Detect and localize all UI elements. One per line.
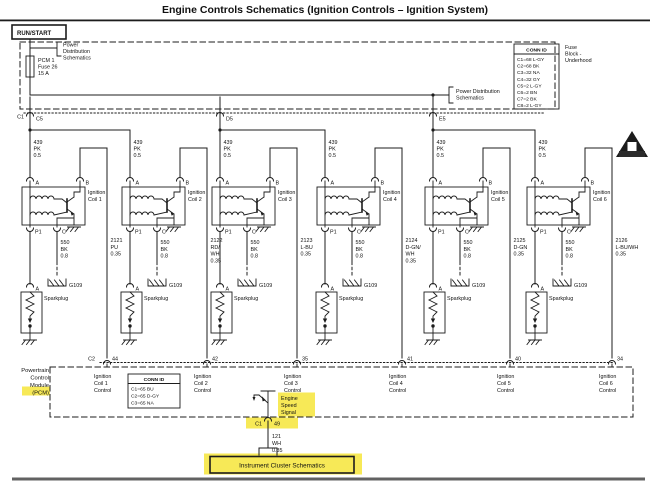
connector-label: C5: [36, 116, 43, 123]
ignition-coil-unit: [526, 140, 638, 394]
pcm-pin-label: Control: [599, 388, 617, 394]
transistor-emitter: [157, 209, 174, 227]
wire-label: BK: [60, 246, 68, 253]
pcm-pin-label: Ignition: [599, 374, 617, 380]
conn-id-row: C8=2 L-GY: [517, 104, 542, 110]
terminal-label: B: [590, 180, 595, 187]
sparkplug-arrow: [128, 319, 132, 324]
ground-label: G109: [259, 283, 273, 289]
terminal-label: P1: [330, 229, 337, 236]
wire-label: 0.8: [463, 253, 471, 260]
sparkplug-resistor: [216, 292, 224, 319]
feed-wire-label: PK: [223, 146, 231, 153]
terminal-label: A: [438, 286, 443, 293]
coil-name: Coil 2: [188, 196, 202, 203]
pin-number: 41: [407, 356, 413, 363]
feed-wire-label: 439: [33, 140, 43, 146]
feed-wire-label: 439: [436, 140, 446, 146]
conn-c1-label: C1: [255, 421, 262, 428]
conn-id-row: C7=2 BK: [517, 97, 537, 103]
ground-symbol: [361, 227, 376, 232]
transistor-collector: [257, 181, 270, 202]
pcm-pin-label: Control: [94, 388, 112, 394]
wire-label: L-BU: [300, 244, 313, 251]
pcm-pin-label: Ignition: [284, 374, 302, 380]
junction-dot: [28, 128, 31, 131]
terminal-label: B: [275, 180, 280, 187]
coil-name: Coil 4: [383, 196, 397, 203]
wire-label: L-BU/WH: [615, 244, 639, 251]
fuse-block-underhood: [17, 39, 592, 121]
terminal-label: A: [330, 286, 335, 293]
engine-speed-3: Signal: [281, 410, 296, 416]
coil-box: [317, 187, 380, 225]
terminal-label: P1: [225, 229, 232, 236]
wire-label: 2125: [513, 238, 526, 244]
instrument-cluster-label: Instrument Cluster Schematics: [239, 462, 325, 470]
g109-ground-symbol: [343, 279, 361, 286]
wire-label: 550: [60, 240, 70, 246]
wire121-3: 0.35: [272, 448, 283, 454]
wire-label: 550: [463, 240, 473, 246]
feed-wire-label: 0.5: [328, 153, 336, 159]
terminal-label: P1: [438, 229, 445, 236]
junction-dot: [218, 128, 221, 131]
secondary-winding: [30, 212, 67, 215]
feed-wire-label: 439: [328, 140, 338, 146]
primary-winding: [535, 196, 572, 203]
terminal-label: P1: [35, 229, 42, 236]
terminal-label: A: [330, 180, 335, 187]
coil-box: [527, 187, 590, 225]
terminal-c: [54, 228, 61, 232]
wire-label: 0.35: [210, 258, 221, 265]
sparkplug-arrow: [533, 319, 537, 324]
feed-wire-label: PK: [33, 146, 41, 153]
wire-label: 2124: [405, 238, 418, 244]
terminal-a: [430, 178, 437, 182]
transistor-emitter: [460, 209, 477, 227]
transistor-collector: [167, 181, 180, 202]
wire-label: BK: [463, 246, 471, 253]
feed-wire-label: PK: [328, 146, 336, 153]
pcm-pin-label: Control: [284, 388, 302, 394]
terminal-a: [532, 178, 539, 182]
wire-label: 550: [355, 240, 365, 246]
terminal-label: B: [488, 180, 493, 187]
fuse-block-label-1: Fuse: [565, 45, 577, 51]
coil-name: Ignition: [383, 190, 401, 196]
pin-number: 44: [112, 356, 118, 363]
terminal-c: [559, 228, 566, 232]
engine-speed-1: Engine: [281, 396, 298, 402]
sparkplug-box: [316, 292, 337, 333]
power-dist-left-1: Power: [63, 42, 79, 49]
primary-winding: [30, 196, 67, 203]
feed-wire-label: 439: [223, 140, 233, 146]
terminal-label: A: [35, 286, 40, 293]
ground-label: G109: [574, 283, 588, 289]
wire-label: 2123: [300, 238, 313, 244]
pcm-label-4: (PCM): [32, 390, 49, 397]
pcm-conn-row: C1=65 BU: [131, 387, 154, 393]
wire-label: RD/: [210, 244, 220, 251]
coil-name: Coil 3: [278, 196, 292, 203]
transistor-emitter: [352, 209, 369, 227]
page-bottom-band: [12, 478, 645, 481]
sparkplug-resistor: [531, 292, 539, 319]
pcm-conn-id-table: [128, 374, 180, 408]
control-wire: [483, 148, 510, 358]
ignition-coils: [21, 140, 638, 394]
engine-speed-driver-symbol: [253, 391, 276, 417]
wire-label: 550: [160, 240, 170, 246]
wire-label: 0.8: [355, 253, 363, 260]
coil-box: [122, 187, 185, 225]
terminal-label: B: [380, 180, 385, 187]
ground-symbol: [122, 340, 137, 345]
pcm-conn-row: C3=65 NA: [131, 401, 154, 407]
conn-id-row: C4=32 GY: [517, 77, 540, 83]
pcm-pin-label: Ignition: [389, 374, 407, 380]
terminal-label: C: [465, 229, 469, 236]
sparkplug-label: Sparkplug: [339, 296, 364, 302]
terminal-b: [372, 178, 379, 182]
secondary-winding: [325, 212, 362, 215]
pin-number: 40: [515, 356, 521, 363]
sparkplug-arrow: [218, 319, 222, 324]
terminal-p1: [322, 228, 329, 232]
wire-label: BK: [160, 246, 168, 253]
pin-number: 35: [302, 356, 308, 363]
terminal-p1: [27, 228, 34, 232]
sparkplug-box: [424, 292, 445, 333]
wire-label: 0.8: [60, 253, 68, 260]
pcm-label-3: Module: [29, 383, 49, 389]
power-dist-left-2: Distribution: [63, 49, 90, 55]
terminal-b: [77, 178, 84, 182]
connector-c1-label: C1: [17, 114, 24, 121]
junction-dot: [431, 128, 434, 131]
feed-wire-label: 439: [133, 140, 143, 146]
wire-label: 2126: [615, 238, 628, 244]
highlight-layer: [22, 387, 362, 475]
wire-label: 550: [565, 240, 575, 246]
transistor-collector: [572, 181, 585, 202]
pcm-module: [21, 357, 633, 418]
wire-label: BK: [565, 246, 573, 253]
ground-symbol: [212, 340, 227, 345]
conn-id-row: C2=68 BK: [517, 64, 540, 70]
wire-label: 0.8: [250, 253, 258, 260]
pin-number: 34: [617, 356, 623, 363]
pcm-pin-label: Control: [497, 388, 515, 394]
connector-label: E5: [439, 116, 446, 123]
feed-wire-label: 0.5: [538, 153, 546, 159]
g109-ground-symbol: [553, 279, 571, 286]
coil-name: Coil 6: [593, 196, 607, 203]
terminal-label: C: [567, 229, 571, 236]
wire-label: PU: [110, 244, 118, 251]
pcm-pin-label: Coil 4: [389, 381, 403, 387]
pcm-conn-header: CONN ID: [143, 378, 165, 383]
terminal-c: [457, 228, 464, 232]
wire-label: WH: [405, 251, 415, 258]
coil-name: Ignition: [188, 190, 206, 196]
fuse-block-label-2: Block -: [565, 51, 582, 58]
fuse-label-3: 15 A: [38, 71, 49, 77]
wire-label: 0.8: [160, 253, 168, 260]
ground-symbol: [22, 340, 37, 345]
fuse-label-2: Fuse 26: [38, 64, 58, 71]
coil-name: Coil 5: [491, 196, 505, 203]
wire-label: BK: [355, 246, 363, 253]
sparkplug-box: [121, 292, 142, 333]
terminal-p1: [127, 228, 134, 232]
control-wire: [180, 148, 207, 358]
ground-label: G109: [472, 283, 486, 289]
transistor-collector: [470, 181, 483, 202]
ground-symbol: [527, 340, 542, 345]
wire-label: 0.35: [300, 251, 311, 258]
terminal-label: P1: [135, 229, 142, 236]
ground-label: G109: [364, 283, 378, 289]
control-wire: [375, 148, 402, 358]
pin-49-label: 49: [274, 421, 280, 428]
terminal-b: [582, 178, 589, 182]
coil-box: [22, 187, 85, 225]
pcm-pin-label: Ignition: [94, 374, 112, 380]
control-wire: [585, 148, 612, 358]
terminal-label: P1: [540, 229, 547, 236]
pcm-c2-label: C2: [88, 356, 95, 363]
power-dist-left-bracket: [30, 42, 61, 56]
sparkplug-arrow: [28, 319, 32, 324]
terminal-label: B: [85, 180, 90, 187]
transistor-emitter: [57, 209, 74, 227]
ground-symbol: [166, 227, 181, 232]
wire-label: 0.35: [615, 251, 626, 258]
coil-name: Ignition: [278, 190, 296, 196]
coil-name: Ignition: [491, 190, 509, 196]
wire-label: 0.35: [513, 251, 524, 258]
pcm-pin-label: Ignition: [194, 374, 212, 380]
feed-wire-label: 439: [538, 140, 548, 146]
transistor-emitter: [562, 209, 579, 227]
conn-id-row: C5=2 L-GY: [517, 84, 542, 90]
terminal-a: [27, 178, 34, 182]
sparkplug-label: Sparkplug: [234, 296, 259, 302]
coil-name: Ignition: [593, 190, 611, 196]
pin-number: 42: [212, 356, 218, 363]
terminal-p1: [217, 228, 224, 232]
terminal-a: [127, 178, 134, 182]
g109-ground-symbol: [451, 279, 469, 286]
g109-ground-symbol: [238, 279, 256, 286]
sparkplug-resistor: [26, 292, 34, 319]
feed-wire-label: 0.5: [33, 153, 41, 159]
ground-symbol: [66, 227, 81, 232]
feed-wire-label: 0.5: [223, 153, 231, 159]
conn-id-header: CONN ID: [526, 48, 547, 54]
pcm-pin-label: Coil 6: [599, 381, 613, 387]
ground-symbol: [256, 227, 271, 232]
connector-label: D5: [226, 116, 233, 123]
secondary-winding: [535, 212, 572, 215]
ground-label: G109: [169, 283, 183, 289]
terminal-c: [154, 228, 161, 232]
sparkplug-box: [526, 292, 547, 333]
pcm-pin-label: Coil 5: [497, 381, 511, 387]
wire121-2: WH: [272, 441, 281, 447]
ignition-coil-unit: [424, 140, 527, 394]
power-dist-right-2: Schematics: [456, 95, 484, 102]
sparkplug-label: Sparkplug: [44, 296, 69, 302]
pcm-pin-label: Coil 1: [94, 381, 108, 387]
terminal-c: [244, 228, 251, 232]
control-wire: [80, 148, 107, 358]
terminal-label: C: [62, 229, 66, 236]
fuse-block-conn-id-table: [514, 44, 559, 109]
terminal-a: [322, 178, 329, 182]
sparkplug-arrow: [323, 319, 327, 324]
secondary-winding: [130, 212, 167, 215]
terminal-p1: [430, 228, 437, 232]
feed-wire-label: 0.5: [436, 153, 444, 159]
transistor-collector: [67, 181, 80, 202]
wire-label: 0.35: [405, 258, 416, 265]
sparkplug-label: Sparkplug: [144, 296, 169, 302]
run-start-box: [12, 25, 66, 39]
terminal-label: A: [225, 180, 230, 187]
pcm-pin-label: Coil 2: [194, 381, 208, 387]
terminal-label: C: [252, 229, 256, 236]
feed-wire-label: PK: [436, 146, 444, 153]
terminal-label: C: [162, 229, 166, 236]
warning-triangle-icon: [616, 131, 648, 157]
sparkplug-resistor: [126, 292, 134, 319]
engine-speed-2: Speed: [281, 403, 297, 409]
coil-name: Coil 1: [88, 196, 102, 203]
primary-winding: [130, 196, 167, 203]
pcm-pin-label: Coil 3: [284, 381, 298, 387]
sparkplug-arrow: [431, 319, 435, 324]
wire121-1: 121: [272, 434, 281, 440]
coil-box: [425, 187, 488, 225]
c1-49-highlight: [246, 418, 298, 429]
terminal-label: A: [135, 286, 140, 293]
feed-wire-label: 0.5: [133, 153, 141, 159]
run-start-label: RUN/START: [17, 31, 52, 37]
wire-label: 0.8: [565, 253, 573, 260]
coil-box: [212, 187, 275, 225]
conn-id-row: C3=32 NA: [517, 71, 540, 77]
power-dist-right-1: Power Distribution: [456, 89, 500, 95]
terminal-label: A: [225, 286, 230, 293]
wire-label: 2122: [210, 238, 223, 244]
sparkplug-resistor: [429, 292, 437, 319]
conn-id-row: C6=2 BN: [517, 91, 537, 96]
title-rule: [0, 20, 650, 22]
fuse-block-label-3: Underhood: [565, 58, 592, 64]
terminal-a: [217, 178, 224, 182]
terminal-p1: [532, 228, 539, 232]
pcm-label-2: Control: [30, 375, 49, 382]
terminal-label: A: [540, 180, 545, 187]
pcm-label-1: Powertrain: [21, 368, 49, 374]
transistor-collector: [362, 181, 375, 202]
wire-label: 0.35: [110, 251, 121, 258]
ground-label: G109: [69, 283, 83, 289]
secondary-winding: [433, 212, 470, 215]
sparkplug-resistor: [321, 292, 329, 319]
terminal-c: [349, 228, 356, 232]
control-wire: [270, 148, 297, 358]
sparkplug-label: Sparkplug: [447, 296, 472, 302]
pcm-conn-row: C2=65 D-GY: [131, 394, 160, 400]
power-dist-left-3: Schematics: [63, 55, 91, 62]
fuse-label-1: PCM 1: [38, 58, 55, 64]
ignition-coil-unit: [121, 140, 223, 394]
ground-symbol: [317, 340, 332, 345]
terminal-b: [177, 178, 184, 182]
coil-name: Ignition: [88, 190, 106, 196]
ground-symbol: [571, 227, 586, 232]
g109-ground-symbol: [148, 279, 166, 286]
ignition-coil-unit: [316, 140, 421, 394]
page-title: Engine Controls Schematics (Ignition Controls – Ignition System): [161, 4, 489, 16]
terminal-b: [267, 178, 274, 182]
pcm-pin-label: Ignition: [497, 374, 515, 380]
wire-label: WH: [210, 251, 220, 258]
primary-winding: [433, 196, 470, 203]
wire-label: BK: [250, 246, 258, 253]
primary-winding: [325, 196, 362, 203]
primary-winding: [220, 196, 257, 203]
wire-label: 2121: [110, 238, 123, 244]
ignition-feed-rail: [30, 39, 449, 95]
sparkplug-label: Sparkplug: [549, 296, 574, 302]
ignition-coil-unit: [21, 140, 123, 394]
wire-label: D-GN/: [405, 244, 421, 251]
terminal-label: A: [35, 180, 40, 187]
terminal-label: C: [357, 229, 361, 236]
terminal-label: A: [135, 180, 140, 187]
ground-symbol: [425, 340, 440, 345]
wire-label: 550: [250, 240, 260, 246]
terminal-b: [480, 178, 487, 182]
sparkplug-box: [21, 292, 42, 333]
conn-id-row: C1=68 L-GY: [517, 58, 545, 63]
ground-symbol: [469, 227, 484, 232]
power-dist-right-bracket: [449, 87, 453, 103]
transistor-emitter: [247, 209, 264, 227]
pcm-pin-label: Control: [389, 388, 407, 394]
terminal-label: A: [540, 286, 545, 293]
sparkplug-box: [211, 292, 232, 333]
terminal-label: B: [185, 180, 190, 187]
feed-wire-label: PK: [538, 146, 546, 153]
ignition-coil-unit: [211, 140, 313, 394]
feed-drop: [27, 97, 131, 177]
wire-label: D-GN: [513, 244, 528, 251]
g109-ground-symbol: [48, 279, 66, 286]
pcm-pin-label: Control: [194, 388, 212, 394]
feed-wire-label: PK: [133, 146, 141, 153]
terminal-label: A: [438, 180, 443, 187]
secondary-winding: [220, 212, 257, 215]
